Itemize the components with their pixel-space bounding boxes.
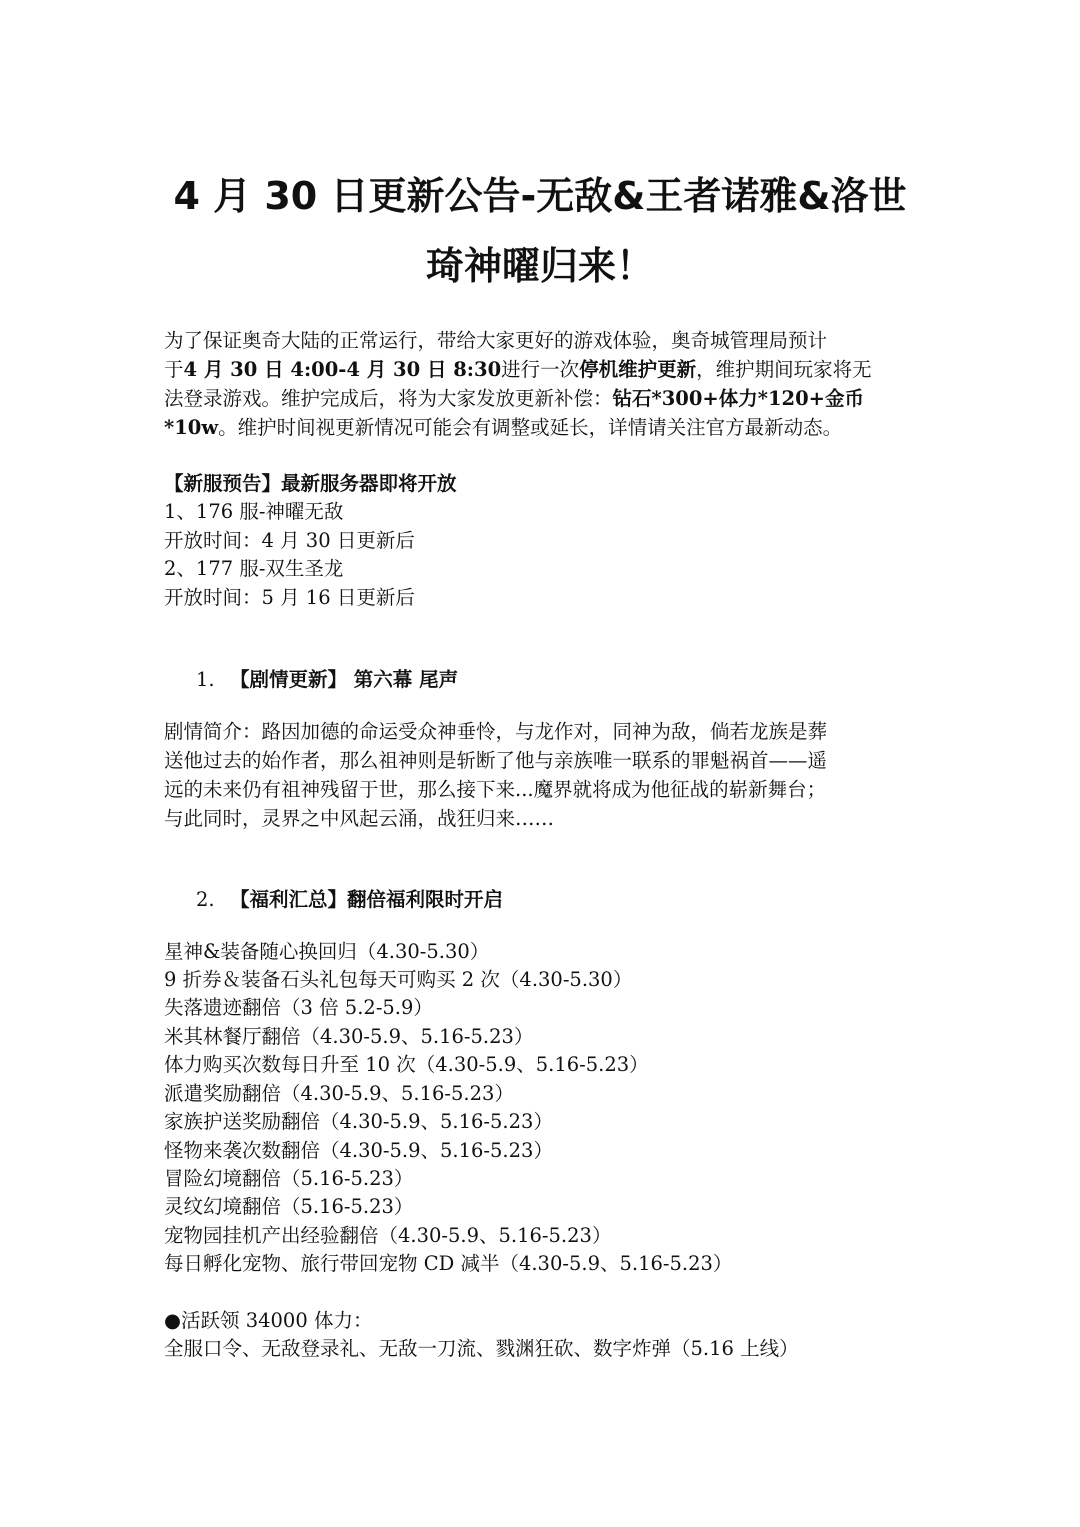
welfare-item: 怪物来袭次数翻倍（4.30-5.9、5.16-5.23） [164, 1139, 553, 1162]
section-number: 1. [196, 668, 215, 691]
page-title-line-2: 琦神曜归来！ [425, 244, 654, 288]
welfare-item: 星神&装备随心换回归（4.30-5.30） [164, 940, 490, 963]
welfare-item: 派遣奖励翻倍（4.30-5.9、5.16-5.23） [164, 1082, 514, 1105]
welfare-item: 灵纹幻境翻倍（5.16-5.23） [164, 1195, 414, 1218]
compensation-text: *10w [164, 416, 219, 439]
intro-text: 为了保证奥奇大陆的正常运行，带给大家更好的游戏体验，奥奇城管理局预计 [164, 329, 828, 352]
story-line: 送他过去的始作者，那么祖神则是斩断了他与亲族唯一联系的罪魁祸首——遥 [164, 749, 828, 772]
story-line: 远的未来仍有祖神残留于世，那么接下来...魔界就将成为他征战的崭新舞台； [164, 778, 827, 801]
section-2-heading [196, 886, 503, 914]
intro-text: ，维护期间玩家将无 [696, 358, 872, 381]
section-title: 【剧情更新】 第六幕 尾声 [230, 668, 459, 691]
welfare-item: 冒险幻境翻倍（5.16-5.23） [164, 1167, 414, 1190]
section-number: 2. [196, 888, 215, 911]
intro-text: 。维护时间视更新情况可能会有调整或延长，详情请关注官方最新动态。 [218, 416, 843, 439]
welfare-item: 9 折券＆装备石头礼包每天可购买 2 次（4.30-5.30） [164, 968, 633, 991]
story-line: 剧情简介：路因加德的命运受众神垂怜，与龙作对，同神为敌，倘若龙族是葬 [164, 720, 828, 743]
new-server-heading: 【新服预告】最新服务器即将开放 [164, 472, 457, 495]
welfare-item: 体力购买次数每日升至 10 次（4.30-5.9、5.16-5.23） [164, 1053, 649, 1076]
page-title-line-1: 4 月 30 日更新公告-无敌&王者诺雅&洛世 [173, 174, 907, 218]
new-server-item: 开放时间：4 月 30 日更新后 [164, 529, 415, 552]
section-1-heading [196, 666, 458, 694]
section-title: 【福利汇总】翻倍福利限时开启 [230, 888, 504, 911]
welfare-item: 宠物园挂机产出经验翻倍（4.30-5.9、5.16-5.23） [164, 1224, 612, 1247]
welfare-item: 每日孵化宠物、旅行带回宠物 CD 减半（4.30-5.9、5.16-5.23） [164, 1252, 733, 1275]
intro-line-2 [164, 356, 964, 384]
intro-text: 于 [164, 358, 184, 381]
intro-line-4 [164, 414, 964, 442]
intro-text: 进行一次 [501, 358, 580, 381]
compensation-text: 钻石*300+体力*120+金币 [612, 387, 864, 410]
new-server-item: 2、177 服-双生圣龙 [164, 557, 344, 580]
intro-text: 法登录游戏。维护完成后，将为大家发放更新补偿： [164, 387, 613, 410]
active-heading: ●活跃领 34000 体力： [164, 1309, 373, 1332]
maintenance-label: 停机维护更新 [579, 358, 697, 381]
intro-line-1 [164, 327, 964, 355]
new-server-item: 1、176 服-神曜无敌 [164, 500, 344, 523]
welfare-item: 家族护送奖励翻倍（4.30-5.9、5.16-5.23） [164, 1110, 553, 1133]
intro-line-3 [164, 385, 964, 413]
welfare-item: 米其林餐厅翻倍（4.30-5.9、5.16-5.23） [164, 1025, 534, 1048]
story-line: 与此同时，灵界之中风起云涌，战狂归来…… [164, 807, 555, 830]
maintenance-time: 4 月 30 日 4:00-4 月 30 日 8:30 [183, 358, 502, 381]
active-items: 全服口令、无敌登录礼、无敌一刀流、戮渊狂砍、数字炸弹（5.16 上线） [164, 1337, 799, 1360]
new-server-item: 开放时间：5 月 16 日更新后 [164, 586, 415, 609]
welfare-item: 失落遗迹翻倍（3 倍 5.2-5.9） [164, 996, 433, 1019]
